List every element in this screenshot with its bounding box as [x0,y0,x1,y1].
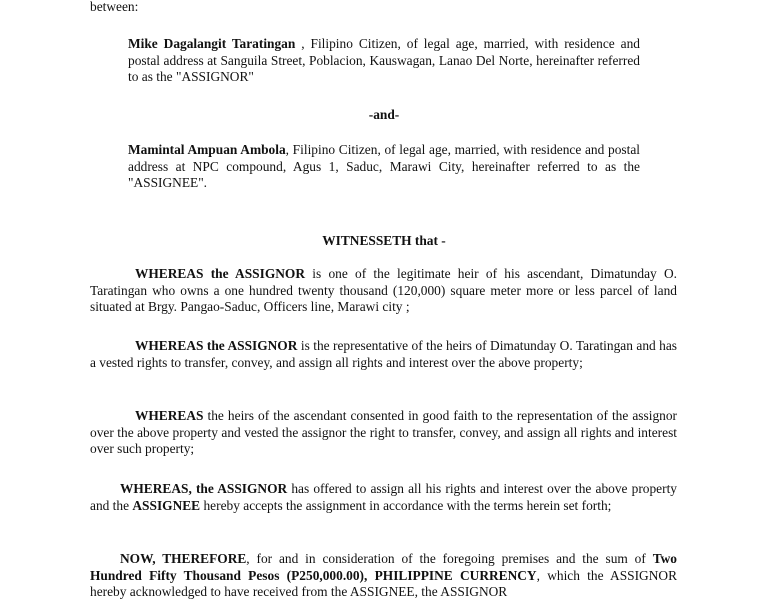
assignor-paragraph [128,36,640,86]
witnesseth-heading [0,233,768,249]
witnesseth-text: WITNESSETH that - [322,233,446,248]
now-therefore-lead: NOW, THEREFORE [120,551,247,566]
whereas-paragraph-3 [90,408,677,458]
whereas-1-lead: WHEREAS the ASSIGNOR [135,266,306,281]
now-therefore-amount: Two Hundred Fifty Thousand Pesos (P250,000.00), PHILIPPINE CURRENCY [90,551,677,583]
whereas-4-text-a: has offered to assign all his rights and interest over the above property and the [90,481,677,513]
assignee-details: , Filipino Citizen, of legal age, married, with residence and postal address at NPC compound, Agus 1, Saduc, Marawi City, hereinafter referred to as the "ASSIGNEE". [128,142,640,190]
between-label: between: [90,0,139,14]
now-therefore-text-b: , which the ASSIGNOR hereby acknowledged to have received from the ASSIGNEE, the ASSIGNOR [90,567,678,599]
whereas-2-lead: WHEREAS the ASSIGNOR [135,338,298,353]
assignee-paragraph [128,142,640,192]
and-separator [0,107,768,123]
whereas-paragraph-4 [90,481,677,514]
whereas-3-text: the heirs of the ascendant consented in good faith to the representation of the assignor over the above property and vested the assignor the right to transfer, convey, and assign all rights and interest over such property; [90,408,677,456]
assignor-name: Mike Dagalangit Taratingan [128,36,296,51]
whereas-1-text: is one of the legitimate heir of his ascendant, Dimatunday O. Taratingan who owns a one hundred twenty thousand (120,000) square meter more or less parcel of land situated at Brgy. Pangao-Saduc, Officers line, Marawi city ; [90,266,677,314]
whereas-paragraph-2 [90,338,677,371]
whereas-2-text: is the representative of the heirs of Dimatunday O. Taratingan and has a vested rights to transfer, convey, and assign all rights and interest over the above property; [90,338,677,370]
whereas-4-assignee: ASSIGNEE [132,497,201,513]
and-separator-text: -and- [368,107,400,122]
assignee-name: Mamintal Ampuan Ambola [128,142,286,157]
whereas-paragraph-1 [90,266,677,316]
whereas-3-lead: WHEREAS [135,408,204,423]
now-therefore-text-a: , for and in consideration of the foregoing premises and the sum of [246,551,653,566]
assignor-details: , Filipino Citizen, of legal age, married, with residence and postal address at Sanguila Street, Poblacion, Kauswagan, Lanao Del Norte, hereinafter referred to as the "ASSIGNOR" [128,36,640,84]
now-therefore-paragraph [90,551,677,601]
whereas-4-text-b: hereby accepts the assignment in accordance with the terms herein set forth; [200,497,612,513]
whereas-4-lead: WHEREAS, the ASSIGNOR [120,481,288,496]
